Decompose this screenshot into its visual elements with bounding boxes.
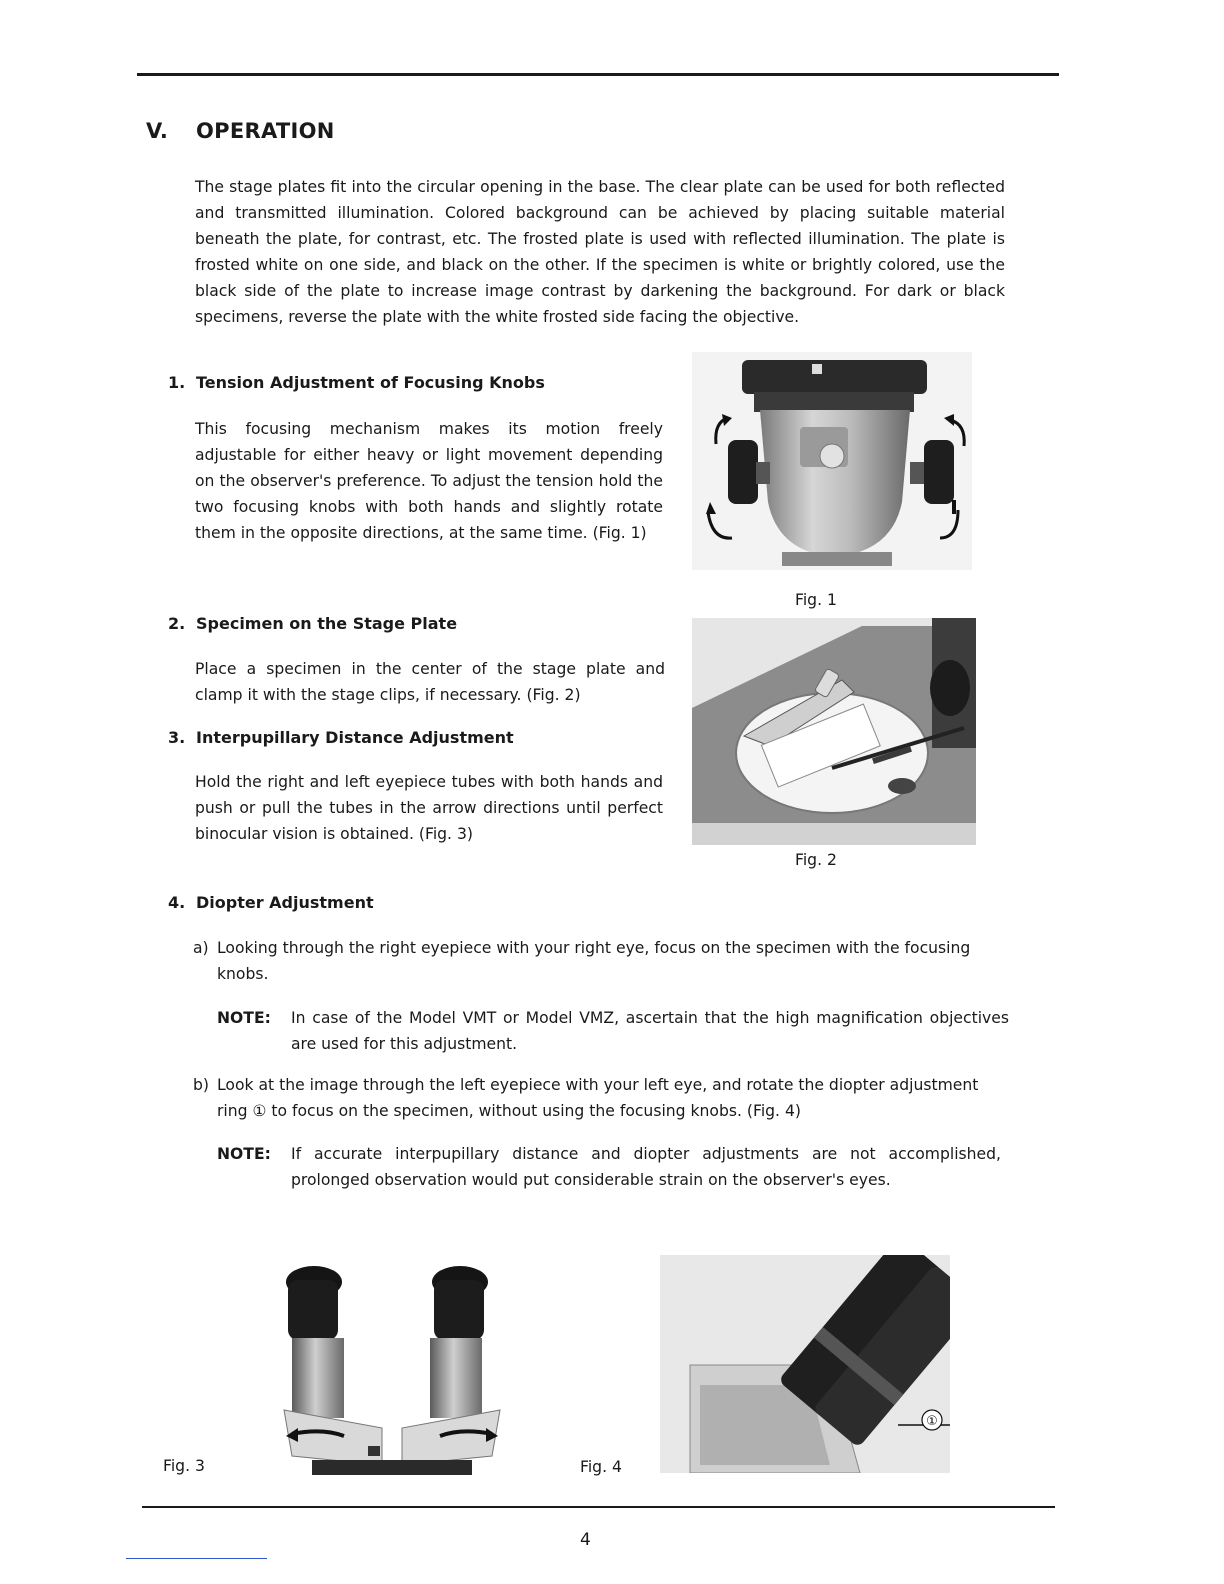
figure-4-image (660, 1255, 950, 1473)
diopter-step-a-label: a) (193, 939, 209, 957)
step-1-number: 1. (168, 373, 186, 392)
figure-3-image (272, 1260, 512, 1475)
diopter-step-b-text: Look at the image through the left eyepiece with your left eye, and rotate the diopter adjustment ring ① to focus on the specimen, without using the focusing knobs. (Fig. 4) (217, 1076, 979, 1120)
figure-4-callout-label: ① (926, 1414, 938, 1429)
section-title-text: OPERATION (196, 119, 335, 143)
figure-2-caption: Fig. 2 (795, 851, 837, 869)
diopter-step-b-label: b) (193, 1076, 209, 1094)
diopter-step-b (193, 1073, 1007, 1125)
page-number: 4 (580, 1530, 591, 1550)
figure-1-caption: Fig. 1 (795, 591, 837, 609)
diopter-step-a (193, 936, 1007, 988)
step-1-title: Tension Adjustment of Focusing Knobs (196, 373, 545, 392)
step-2-text: Place a specimen in the center of the stage plate and clamp it with the stage clips, if necessary. (Fig. 2) (195, 660, 665, 704)
step-3-number: 3. (168, 728, 186, 747)
note-2-label: NOTE: (217, 1145, 271, 1163)
section-number: V. (146, 119, 169, 143)
step-3-heading (168, 728, 514, 747)
step-1-text: This focusing mechanism makes its motion freely adjustable for either heavy or light movement depending on the observer's preference. To adjust the tension hold the two focusing knobs with both hands and slightly rotate them in the opposite directions, at the same time. (Fig. 1) (195, 420, 663, 542)
step-3-title: Interpupillary Distance Adjustment (196, 728, 514, 747)
note-1-label: NOTE: (217, 1009, 271, 1027)
section-title (146, 119, 335, 143)
note-1-text: In case of the Model VMT or Model VMZ, ascertain that the high magnification objectives are used for this adjustment. (291, 1009, 1009, 1053)
step-1-heading (168, 373, 545, 392)
top-rule (137, 73, 1059, 76)
step-4-heading (168, 893, 374, 912)
footer-link-underline (126, 1558, 267, 1559)
step-2-heading (168, 614, 457, 633)
diopter-step-a-text: Looking through the right eyepiece with your right eye, focus on the specimen with the focusing knobs. (217, 939, 971, 983)
figure-3-caption: Fig. 3 (163, 1457, 205, 1475)
bottom-rule (142, 1506, 1055, 1508)
note-2-text: If accurate interpupillary distance and diopter adjustments are not accomplished, prolonged observation would put considerable strain on the observer's eyes. (291, 1145, 1001, 1189)
figure-1-image (692, 352, 972, 570)
figure-2-image (692, 618, 976, 845)
step-2-title: Specimen on the Stage Plate (196, 614, 458, 633)
figure-4-caption: Fig. 4 (580, 1458, 622, 1476)
note-2 (217, 1142, 1017, 1220)
intro-paragraph: The stage plates fit into the circular opening in the base. The clear plate can be used for both reflected and transmitted illumination. Colored background can be achieved by placing suitable material beneath the plate, for contrast, etc. The frosted plate is used with reflected illumination. The plate is frosted white on one side, and black on the other. If the specimen is white or brightly colored, use the black side of the plate to increase image contrast by darkening the background. For dark or black specimens, reverse the plate with the white frosted side facing the objective. (195, 178, 1005, 326)
step-3-text: Hold the right and left eyepiece tubes with both hands and push or pull the tubes in the arrow directions until perfect binocular vision is obtained. (Fig. 3) (195, 773, 663, 843)
note-1 (217, 1006, 1017, 1058)
step-4-number: 4. (168, 893, 186, 912)
step-2-number: 2. (168, 614, 186, 633)
step-4-title: Diopter Adjustment (196, 893, 374, 912)
